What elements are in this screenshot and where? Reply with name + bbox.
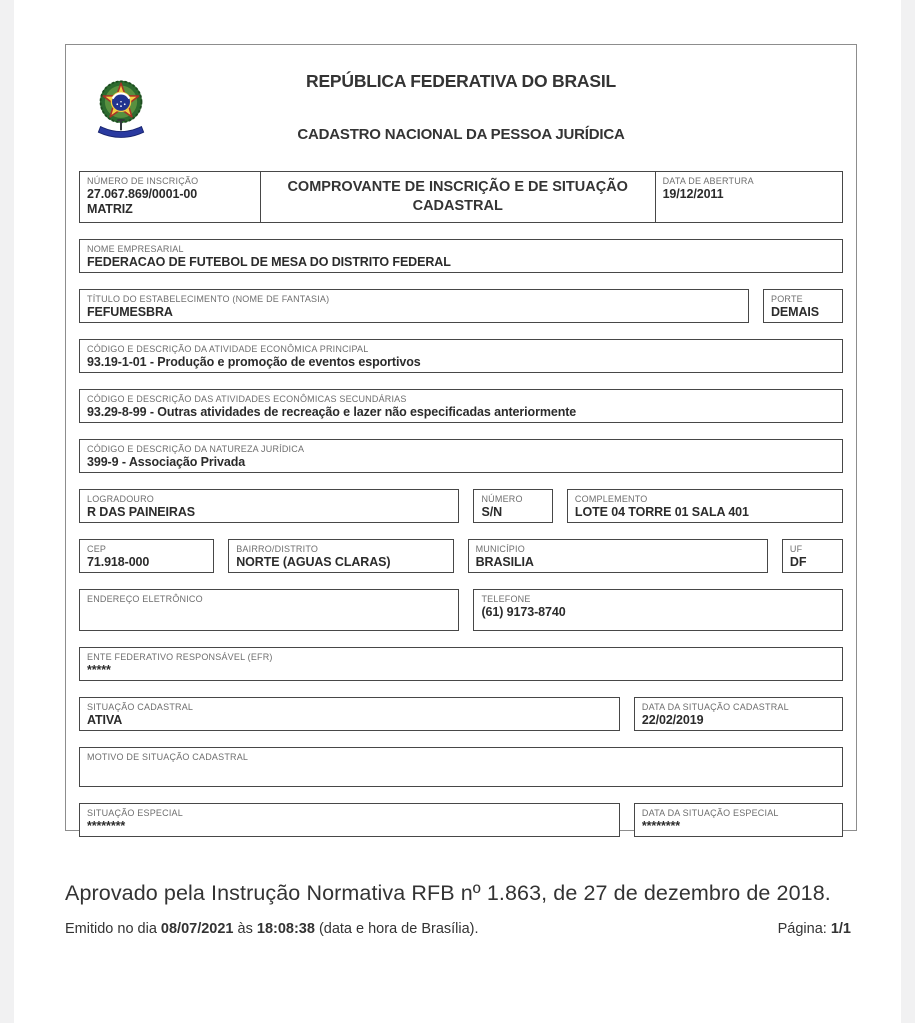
field-efr <box>79 647 843 681</box>
cnpj-registry-subtitle: CADASTRO NACIONAL DA PESSOA JURÍDICA <box>297 126 625 143</box>
field-label: SITUAÇÃO CADASTRAL <box>87 702 194 712</box>
field-data-situacao-especial <box>634 803 843 837</box>
field-label: MUNICÍPIO <box>475 544 525 554</box>
row-efr <box>79 647 843 681</box>
field-label: NOME EMPRESARIAL <box>87 244 184 254</box>
field-label: ENTE FEDERATIVO RESPONSÁVEL (EFR) <box>87 652 273 662</box>
field-numero-inscricao <box>79 171 261 223</box>
field-label: DATA DA SITUAÇÃO ESPECIAL <box>641 808 779 818</box>
field-nome-empresarial <box>79 239 843 273</box>
field-titulo-estabelecimento <box>79 289 749 323</box>
field-value: ATIVA <box>87 713 123 727</box>
emitted-time: 18:08:38 <box>256 921 315 937</box>
field-cep <box>79 539 214 573</box>
republic-title: REPÚBLICA FEDERATIVA DO BRASIL <box>306 71 616 91</box>
field-natureza-juridica <box>79 439 843 473</box>
field-data-situacao-cadastral <box>634 697 843 731</box>
field-value: R DAS PAINEIRAS <box>87 505 196 519</box>
field-value: 19/12/2011 <box>662 187 724 201</box>
field-value: NORTE (AGUAS CLARAS) <box>236 555 391 569</box>
row-natureza-juridica <box>79 439 843 473</box>
field-value: ******** <box>641 819 681 833</box>
field-value: 22/02/2019 <box>641 713 704 727</box>
field-value: 399-9 - Associação Privada <box>87 455 246 469</box>
field-label: COMPLEMENTO <box>574 494 648 504</box>
row-nome-empresarial <box>79 239 843 273</box>
field-telefone <box>473 589 843 631</box>
row-atividade-principal <box>79 339 843 373</box>
field-bairro-distrito <box>228 539 453 573</box>
emitted-prefix: Emitido no dia <box>65 921 161 937</box>
row-atividades-secundarias <box>79 389 843 423</box>
field-value: (61) 9173-8740 <box>481 605 566 619</box>
field-value: 71.918-000 <box>87 555 150 569</box>
page-indicator <box>778 921 851 937</box>
page-value: 1/1 <box>830 921 851 937</box>
field-label: CÓDIGO E DESCRIÇÃO DA ATIVIDADE ECONÔMICA PRINCIPAL <box>87 344 369 354</box>
field-value: ******** <box>87 819 126 833</box>
field-value-matriz: MATRIZ <box>87 202 133 216</box>
field-value: 93.29-8-99 - Outras atividades de recreação e lazer não especificadas anteriormente <box>87 405 577 419</box>
field-situacao-especial <box>79 803 620 837</box>
emitted-suffix: (data e hora de Brasília). <box>314 921 479 937</box>
comprovante-title: COMPROVANTE DE INSCRIÇÃO E DE SITUAÇÃO CADASTRAL <box>260 171 656 223</box>
field-value: ***** <box>87 663 111 677</box>
field-data-abertura <box>655 171 843 223</box>
row-contato <box>79 589 843 631</box>
field-value: DEMAIS <box>771 305 820 319</box>
emitted-middle: às <box>233 921 257 937</box>
field-numero <box>473 489 552 523</box>
field-value: FEFUMESBRA <box>87 305 173 319</box>
field-label: DATA DA SITUAÇÃO CADASTRAL <box>641 702 789 712</box>
row-situacao-cadastral <box>79 697 843 731</box>
field-endereco-eletronico <box>79 589 459 631</box>
field-label: TÍTULO DO ESTABELECIMENTO (NOME DE FANTASIA) <box>87 294 330 304</box>
field-logradouro <box>79 489 459 523</box>
field-label: PORTE <box>771 294 803 304</box>
certificate-header <box>79 45 843 171</box>
field-value: LOTE 04 TORRE 01 SALA 401 <box>574 505 749 519</box>
field-situacao-cadastral <box>79 697 620 731</box>
row-situacao-especial <box>79 803 843 837</box>
field-value: 93.19-1-01 - Produção e promoção de eventos esportivos <box>87 355 421 369</box>
field-label: NÚMERO DE INSCRIÇÃO <box>87 176 199 186</box>
row-endereco <box>79 489 843 523</box>
field-label: CÓDIGO E DESCRIÇÃO DA NATUREZA JURÍDICA <box>87 444 305 454</box>
field-label: DATA DE ABERTURA <box>662 176 754 186</box>
field-label: TELEFONE <box>481 594 531 604</box>
field-value: 27.067.869/0001-00 <box>87 187 198 201</box>
field-value: FEDERACAO DE FUTEBOL DE MESA DO DISTRITO FEDERAL <box>87 255 451 269</box>
field-value: DF <box>789 555 807 569</box>
row-cep-bairro <box>79 539 843 573</box>
field-value: S/N <box>481 505 503 519</box>
field-label: NÚMERO <box>481 494 523 504</box>
emitted-date: 08/07/2021 <box>160 921 234 937</box>
field-complemento <box>567 489 843 523</box>
field-atividades-secundarias <box>79 389 843 423</box>
field-motivo-situacao <box>79 747 843 787</box>
field-label: MOTIVO DE SITUAÇÃO CADASTRAL <box>87 752 249 762</box>
field-porte <box>763 289 843 323</box>
emission-text <box>65 921 479 937</box>
emission-row <box>65 921 851 937</box>
page-gutter-right <box>901 0 915 1023</box>
row-titulo-porte <box>79 289 843 323</box>
field-label: ENDEREÇO ELETRÔNICO <box>87 594 203 604</box>
field-label: CEP <box>87 544 107 554</box>
row-motivo-situacao <box>79 747 843 787</box>
row-inscription <box>79 171 843 223</box>
field-atividade-principal <box>79 339 843 373</box>
cnpj-certificate-card <box>65 44 857 831</box>
field-uf <box>782 539 843 573</box>
approval-text: Aprovado pela Instrução Normativa RFB nº 1.863, de 27 de dezembro de 2018. <box>65 881 831 905</box>
field-label: CÓDIGO E DESCRIÇÃO DAS ATIVIDADES ECONÔMICAS SECUNDÁRIAS <box>87 394 407 404</box>
field-label: SITUAÇÃO ESPECIAL <box>87 808 183 818</box>
field-value: BRASILIA <box>475 555 534 569</box>
field-label: UF <box>789 544 803 554</box>
field-label: LOGRADOURO <box>87 494 155 504</box>
field-municipio <box>468 539 768 573</box>
page-footer <box>65 874 851 937</box>
page-gutter-left <box>0 0 14 1023</box>
page-label: Página: <box>777 921 831 937</box>
field-label: BAIRRO/DISTRITO <box>236 544 319 554</box>
